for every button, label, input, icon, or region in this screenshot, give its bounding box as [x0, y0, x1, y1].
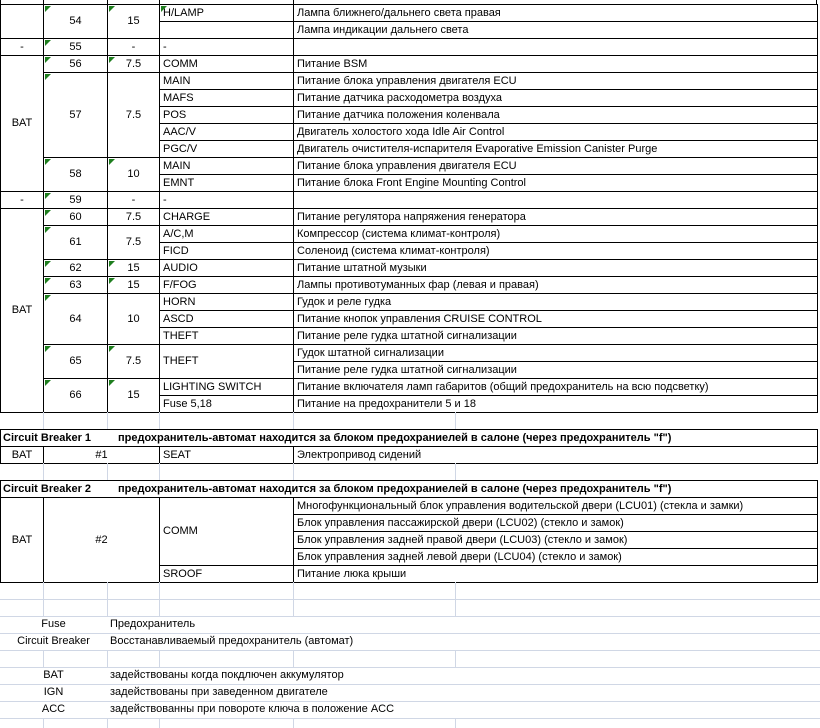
cell-text: SEAT [163, 448, 191, 461]
gridline [43, 718, 44, 728]
description-cell[interactable] [293, 310, 818, 328]
amperage-cell[interactable] [107, 276, 160, 294]
cell-text: Fuse 5,18 [163, 397, 212, 410]
fuse-number-cell[interactable] [43, 497, 160, 583]
legend-description-cell[interactable]: Предохранитель [110, 618, 196, 630]
gridline [107, 582, 108, 616]
description-cell[interactable] [293, 276, 818, 294]
cell-text: ASCD [163, 312, 194, 325]
cell-text: 55 [69, 40, 82, 53]
cell-text: 62 [69, 261, 82, 274]
circuit-name-cell[interactable] [159, 4, 294, 22]
error-indicator-triangle-icon [45, 193, 51, 199]
gridline [293, 582, 294, 616]
amperage-cell[interactable] [107, 191, 160, 209]
cell-text: 15 [127, 278, 140, 291]
gridline [159, 650, 160, 667]
description-cell[interactable] [293, 191, 818, 209]
description-cell[interactable] [293, 395, 818, 413]
cell-text: Блок управления задней правой двери (LCU03) (стекло и замок) [297, 533, 628, 546]
cell-text: Лампа индикации дальнего света [297, 23, 469, 36]
cell-text: 15 [127, 15, 140, 27]
circuit-name-cell[interactable] [159, 446, 294, 464]
gridline [43, 412, 44, 429]
gridline [455, 650, 456, 667]
cell-text: HORN [163, 295, 196, 308]
amperage-cell[interactable] [107, 259, 160, 277]
error-indicator-triangle-icon [45, 74, 51, 80]
cell-text: POS [163, 108, 187, 121]
cell-text: 60 [69, 210, 82, 223]
cell-text: FICD [163, 244, 189, 257]
cell-text: Питание реле гудка штатной сигнализации [297, 329, 517, 342]
circuit-breaker-1-note: предохранитель-автомат находится за блоком предохраниелей в салоне (через предохранитель "f") [118, 432, 672, 444]
gridline [43, 582, 44, 616]
cell-text: MAIN [163, 159, 191, 172]
fuse-number-cell[interactable] [43, 4, 108, 39]
description-cell[interactable] [293, 259, 818, 277]
circuit-name-cell[interactable] [159, 89, 294, 107]
circuit-breaker-1-header-cell[interactable] [0, 429, 818, 447]
cell-text: COMM [163, 525, 198, 537]
cell-text: 57 [69, 108, 82, 121]
gridline [455, 463, 456, 480]
error-indicator-triangle-icon [109, 380, 115, 386]
cell-text: Двигатель очистителя-испарителя Evaporative Emission Canister Purge [297, 142, 658, 155]
gridline [293, 412, 294, 429]
cell-text: 64 [69, 312, 82, 325]
cell-text: Питание блока Front Engine Mounting Control [297, 176, 526, 189]
gridline [0, 701, 820, 702]
error-indicator-triangle-icon [45, 278, 51, 284]
legend-description-cell[interactable]: задействованны при повороте ключа в положение ACC [110, 703, 395, 715]
cell-text: CHARGE [163, 210, 211, 223]
cell-text: AUDIO [163, 261, 198, 274]
gridline [107, 463, 108, 480]
amperage-cell[interactable] [107, 208, 160, 226]
description-cell[interactable] [293, 497, 818, 515]
fuse-number-cell[interactable] [43, 191, 108, 209]
cell-text: - [20, 193, 24, 206]
circuit-breaker-2-header-cell[interactable] [0, 480, 818, 498]
description-cell[interactable] [293, 21, 818, 39]
amperage-cell[interactable] [107, 4, 160, 39]
cell-text: Питание штатной музыки [297, 261, 427, 274]
circuit-name-cell[interactable] [159, 344, 294, 379]
gridline [159, 463, 160, 480]
gridline [455, 412, 456, 429]
cell-text: 58 [69, 168, 82, 180]
cell-text: 7.5 [125, 355, 142, 367]
fuse-number-cell[interactable] [43, 38, 108, 56]
cell-text: Питание блока управления двигателя ECU [297, 159, 517, 172]
fuse-number-cell[interactable] [43, 344, 108, 379]
cell-text: - [163, 193, 167, 206]
cell-text: 7.5 [125, 108, 142, 121]
circuit-name-cell[interactable] [159, 140, 294, 158]
circuit-name-cell[interactable] [159, 21, 294, 39]
cell-text: 59 [69, 193, 82, 206]
cell-text: - [131, 193, 136, 206]
gridline [159, 412, 160, 429]
gridline [43, 650, 44, 667]
cell-text: EMNT [163, 176, 195, 189]
cell-text: Питание регулятора напряжения генератора [297, 210, 526, 223]
fuse-number-cell[interactable] [43, 208, 108, 226]
cell-text: F/FOG [163, 278, 197, 291]
error-indicator-triangle-icon [109, 6, 115, 12]
cell-text: Питание блока управления двигателя ECU [297, 74, 517, 87]
cell-text: 15 [127, 261, 140, 274]
gridline [0, 650, 820, 651]
cell-text: THEFT [163, 329, 199, 342]
circuit-name-cell[interactable] [159, 191, 294, 209]
description-cell[interactable] [293, 293, 818, 311]
cell-text: A/C,M [163, 227, 194, 240]
circuit-name-cell[interactable] [159, 208, 294, 226]
power-source-cell[interactable] [0, 4, 44, 39]
circuit-name-cell[interactable] [159, 157, 294, 175]
description-cell[interactable] [293, 208, 818, 226]
cell-text: Питание датчика положения коленвала [297, 108, 500, 121]
cell-text: H/LAMP [163, 6, 204, 19]
power-source-cell[interactable] [0, 38, 44, 56]
fuse-number-cell[interactable] [43, 446, 160, 464]
gridline [107, 718, 108, 728]
fuse-number-cell[interactable] [43, 72, 108, 158]
description-cell[interactable] [293, 361, 818, 379]
cell-text: LIGHTING SWITCH [163, 380, 262, 393]
legend-key-cell[interactable]: Fuse [41, 618, 66, 630]
power-source-cell[interactable] [0, 208, 44, 413]
fuse-number-cell[interactable] [43, 157, 108, 192]
cell-text: Многофункциональный блок управления водительской двери (LCU01) (стекла и замки) [297, 499, 744, 512]
cell-text: 10 [127, 168, 140, 180]
description-cell[interactable] [293, 89, 818, 107]
description-cell[interactable] [293, 531, 818, 549]
description-cell[interactable] [293, 140, 818, 158]
cell-text: SROOF [163, 567, 203, 580]
power-source-cell[interactable] [0, 446, 44, 464]
amperage-cell[interactable] [107, 72, 160, 158]
cell-text: Соленоид (система климат-контроля) [297, 244, 490, 257]
error-indicator-triangle-icon [45, 346, 51, 352]
cell-text: Питание люка крыши [297, 567, 407, 580]
cell-text: MAFS [163, 91, 194, 104]
fuse-number-cell[interactable] [43, 378, 108, 413]
circuit-name-cell[interactable] [159, 106, 294, 124]
error-indicator-triangle-icon [161, 6, 167, 12]
circuit-name-cell[interactable] [159, 38, 294, 56]
cell-text: - [131, 40, 136, 53]
description-cell[interactable] [293, 565, 818, 583]
gridline [293, 718, 294, 728]
gridline [0, 633, 820, 634]
circuit-name-cell[interactable] [159, 395, 294, 413]
gridline [159, 582, 160, 616]
description-cell[interactable] [293, 378, 818, 396]
description-cell[interactable] [293, 548, 818, 566]
gridline [455, 582, 456, 616]
cell-text: 7.5 [125, 57, 142, 70]
cell-text: BAT [11, 533, 33, 546]
circuit-name-cell[interactable] [159, 378, 294, 396]
cell-text: Лампы противотуманных фар (левая и правая) [297, 278, 539, 291]
cell-text: Гудок штатной сигнализации [297, 346, 444, 359]
cell-text: Питание включателя ламп габаритов (общий предохранитель на всю подсветку) [297, 380, 709, 393]
gridline [0, 616, 820, 617]
error-indicator-triangle-icon [45, 6, 51, 12]
fuse-number-cell[interactable] [43, 225, 108, 260]
error-indicator-triangle-icon [45, 40, 51, 46]
cell-text: - [163, 40, 167, 53]
gridline [43, 463, 44, 480]
cell-text: AAC/V [163, 125, 197, 138]
legend-description-cell[interactable]: Восстанавливаемый предохранитель (автомат) [110, 635, 354, 647]
error-indicator-triangle-icon [45, 227, 51, 233]
cell-text: MAIN [163, 74, 191, 87]
cell-text: #1 [95, 448, 108, 461]
cell-text: 7.5 [125, 210, 142, 223]
cell-text: BAT [11, 304, 33, 316]
cell-text: COMM [163, 57, 198, 70]
amperage-cell[interactable] [107, 55, 160, 73]
cell-text: Питание датчика расходометра воздуха [297, 91, 503, 104]
legend-description-cell[interactable]: задействованы когда покдлючен аккумулятор [110, 669, 344, 681]
cell-text: 61 [69, 236, 82, 248]
cell-text: Питание на предохранители 5 и 18 [297, 397, 476, 410]
gridline [293, 463, 294, 480]
amperage-cell[interactable] [107, 378, 160, 413]
circuit-name-cell[interactable] [159, 565, 294, 583]
cell-text: 65 [69, 355, 82, 367]
error-indicator-triangle-icon [45, 295, 51, 301]
error-indicator-triangle-icon [45, 210, 51, 216]
gridline [455, 718, 456, 728]
description-cell[interactable] [293, 106, 818, 124]
legend-description-cell[interactable]: задействованы при заведенном двигателе [110, 686, 328, 698]
gridline [107, 412, 108, 429]
description-cell[interactable] [293, 55, 818, 73]
cell-text: Электропривод сидений [297, 448, 422, 461]
cell-text: Питание BSM [297, 57, 368, 70]
cell-text: PGC/V [163, 142, 198, 155]
legend-key-cell[interactable]: IGN [43, 686, 64, 698]
circuit-name-cell[interactable] [159, 327, 294, 345]
cell-text: 56 [69, 57, 82, 70]
description-cell[interactable] [293, 157, 818, 175]
circuit-name-cell[interactable] [159, 497, 294, 566]
cell-text: THEFT [163, 355, 199, 367]
description-cell[interactable] [293, 327, 818, 345]
circuit-name-cell[interactable] [159, 123, 294, 141]
description-cell[interactable] [293, 242, 818, 260]
cell-text: 66 [69, 389, 82, 401]
circuit-name-cell[interactable] [159, 242, 294, 260]
circuit-name-cell[interactable] [159, 72, 294, 90]
cell-text: Компрессор (система климат-контроля) [297, 227, 501, 240]
error-indicator-triangle-icon [45, 159, 51, 165]
error-indicator-triangle-icon [109, 346, 115, 352]
error-indicator-triangle-icon [109, 57, 115, 63]
gridline [293, 650, 294, 667]
circuit-name-cell[interactable] [159, 310, 294, 328]
fuse-number-cell[interactable] [43, 55, 108, 73]
gridline [107, 650, 108, 667]
legend-key-cell[interactable]: Circuit Breaker [17, 635, 90, 647]
error-indicator-triangle-icon [109, 159, 115, 165]
gridline [159, 718, 160, 728]
cell-text: #2 [95, 533, 108, 546]
power-source-cell[interactable] [0, 55, 44, 192]
amperage-cell[interactable] [107, 38, 160, 56]
cell-text: Гудок и реле гудка [297, 295, 392, 308]
error-indicator-triangle-icon [109, 261, 115, 267]
description-cell[interactable] [293, 225, 818, 243]
cell-text: Двигатель холостого хода Idle Air Control [297, 125, 505, 138]
gridline [0, 599, 820, 600]
circuit-breaker-2-title: Circuit Breaker 2 [3, 483, 92, 495]
circuit-name-cell[interactable] [159, 225, 294, 243]
cell-text: Питание реле гудка штатной сигнализации [297, 363, 517, 376]
cell-text: - [20, 40, 24, 53]
gridline [0, 684, 820, 685]
cell-text: Лампа ближнего/дальнего света правая [297, 6, 501, 19]
cell-text: BAT [11, 117, 33, 129]
cell-text: 15 [127, 389, 140, 401]
cell-text: Питание кнопок управления CRUISE CONTROL [297, 312, 542, 325]
circuit-name-cell[interactable] [159, 55, 294, 73]
error-indicator-triangle-icon [109, 278, 115, 284]
circuit-name-cell[interactable] [159, 276, 294, 294]
fuse-number-cell[interactable] [43, 259, 108, 277]
description-cell[interactable] [293, 514, 818, 532]
cell-text: 63 [69, 278, 82, 291]
cell-text: Блок управления задней левой двери (LCU04) (стекло и замок) [297, 550, 622, 563]
power-source-cell[interactable] [0, 191, 44, 209]
cell-text: Блок управления пассажирской двери (LCU02) (стекло и замок) [297, 516, 624, 529]
cell-text: 7.5 [125, 236, 142, 248]
error-indicator-triangle-icon [45, 57, 51, 63]
description-cell[interactable] [293, 38, 818, 56]
cell-text: 10 [127, 312, 140, 325]
description-cell[interactable] [293, 174, 818, 192]
description-cell[interactable] [293, 4, 818, 22]
amperage-cell[interactable] [107, 293, 160, 345]
circuit-name-cell[interactable] [159, 174, 294, 192]
gridline [0, 718, 820, 719]
cell-text: 54 [69, 15, 82, 27]
description-cell[interactable] [293, 123, 818, 141]
fuse-number-cell[interactable] [43, 276, 108, 294]
amperage-cell[interactable] [107, 157, 160, 192]
circuit-breaker-1-title: Circuit Breaker 1 [3, 432, 92, 444]
amperage-cell[interactable] [107, 344, 160, 379]
circuit-name-cell[interactable] [159, 259, 294, 277]
description-cell[interactable] [293, 344, 818, 362]
description-cell[interactable] [293, 72, 818, 90]
circuit-breaker-2-note: предохранитель-автомат находится за блоком предохраниелей в салоне (через предохранитель "f") [118, 483, 672, 495]
cell-text: BAT [11, 448, 33, 461]
legend-key-cell[interactable]: ACC [41, 703, 66, 715]
amperage-cell[interactable] [107, 225, 160, 260]
legend-key-cell[interactable]: BAT [43, 669, 64, 681]
error-indicator-triangle-icon [45, 380, 51, 386]
fuse-number-cell[interactable] [43, 293, 108, 345]
error-indicator-triangle-icon [45, 261, 51, 267]
gridline [0, 667, 820, 668]
description-cell[interactable] [293, 446, 818, 464]
circuit-name-cell[interactable] [159, 293, 294, 311]
power-source-cell[interactable] [0, 497, 44, 583]
